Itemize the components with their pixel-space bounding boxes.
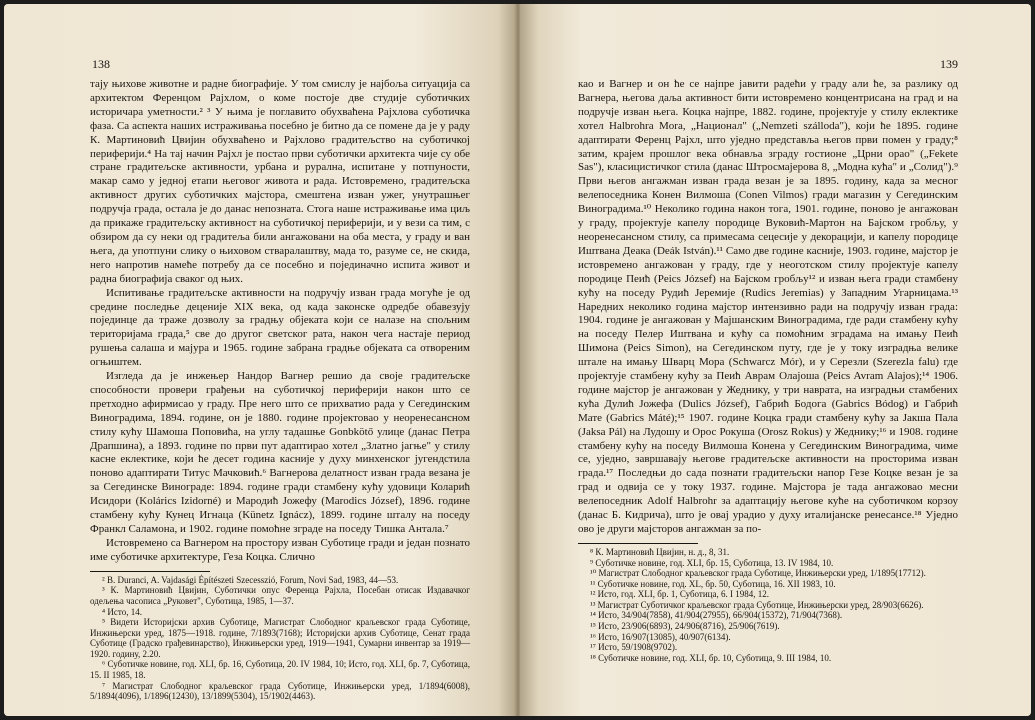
paragraph: Испитивање градитељске активности на подручју изван града могуће је од средине последње деценије XIX века, од када законске одредбе обавезују појединце да траже дозволу за градњу објеката који се налазе на спољним територијама града,⁵ све до другог светског рата, након чега настаје период рушења салаша и мајура и 1965. године забрана градње објеката са отвореним огњиштем. bbox=[90, 286, 470, 369]
footnote: ¹¹ Суботичке новине, год. XL, бр. 50, Суботица, 16. XII 1983, 10. bbox=[590, 578, 836, 589]
paragraph: Истовремено са Вагнером на простору изван Суботице гради и један познато име суботичке архитектуре, Геза Коцка. Слично bbox=[90, 536, 470, 563]
paragraph: тају њихове животне и радне биографије. У том смислу је најбоља ситуација са архитектом Ференцом Рајхлом, о коме постоје две студије суботичких историчара уметности.² ³ У њима је поглавито обухваћена Рајхлова суботичка фаза. Са аспекта наших истраживања посебно је битно да се помене да је у раду К. Мартиновић Цвијин обухваћено и Рајхлово градитељство на суботичкој периферији.⁴ На тај начин Рајхл је постао први суботички архитекта чије су обе стране градитељске активности, урбана и рурална, испитане у потпуности, макар само у једној етапи његовог живота и рада. Истовремено, градитељска активност других суботичких мајстора, смештена изван ужег, унутрашњег подручја града, остала је до данас непозната. Стога наше истраживање има циљ да прикаже градитељску активност на суботичкој периферији, и у вези са тим, с обзиром да су неки од градитеља били ангажовани на оба места, у граду и ван њега, да употпуни слику о њиховом стваралаштву, мада то, разуме се, не скида, него напротив намеће потребу да се посебно и појединачно испита живот и радна биографија сваког од њих. bbox=[90, 78, 470, 285]
footnotes bbox=[90, 575, 470, 702]
page-text-block bbox=[578, 78, 958, 663]
footnote: ³ К. Мартиновић Цвијин, Суботички опус Ференца Рајхла, Посебан отисак Издавачког одељења часописа „Руковет", Суботица, 1985, 1—37. bbox=[90, 585, 470, 606]
footnote: ¹⁷ Исто, 59/1908(9702). bbox=[590, 642, 678, 653]
page-curve-shadow bbox=[520, 4, 538, 716]
footnote-rule bbox=[90, 571, 210, 572]
paragraph: Изгледа да је инжењер Нандор Вагнер решио да своје градитељске способности провери грађењи на суботичкој периферији након што се претходно афирмисао у граду. Пре него што се прихватио рада у Сегединским Виноградима, 1894. године, он је 1880. године пројектовао у неоренесансном стилу кућу Шамоша Поповића, на углу тадашње Gonbkötő улице (данас Петра Драпшина), а 1893. године по први пут адаптирао хотел „Златно јагње" у стилу касне еклектике, који ће десет година касније у духу минхенског југендстила поново адаптирати Титус Мачковић.⁶ Вагнерова делатност изван града везана је за Сегединске Винограде: 1894. године гради стамбену кућу удовици Коларић Исидори (Kolárics Izidorné) и Мародић Јожефу (Marodics József), 1896. године стамбену кућу Кунец Игнаца (Künetz Ignácz), 1899. године шталу на поседу Франкл Саламона, и 1902. године помоћне зграде на поседу Тишка Антала.⁷ bbox=[90, 370, 470, 535]
page-number: 139 bbox=[940, 57, 958, 71]
book-spread bbox=[4, 4, 1031, 716]
left-page bbox=[4, 4, 516, 716]
footnote: ¹⁴ Исто, 34/904(7858), 41/904(27955), 66/904(15372), 71/904(7368). bbox=[590, 610, 843, 621]
footnote-rule bbox=[578, 543, 698, 544]
page-text-block bbox=[90, 78, 470, 702]
footnote: ⁷ Магистрат Слободног краљевског града Суботице, Инжињерски уред, 1/1894(6008), 5/1894(4096), 1/1896(12430), 13/1899(5304), 15/1902(4463). bbox=[90, 680, 470, 702]
footnote: ⁵ Видети Историјски архив Суботице, Магистрат Слободног краљевског града Суботице, Инжињерски уред, 1875—1918. године, 7/1893(7168); Историјски архив Суботице, Сенат града Суботице (Градско грађевинарство), Инжињерски уред, 1919—1941, Сумарни инвентар за 1919—1920. годину, 2.20. bbox=[90, 617, 470, 659]
footnote: ¹⁰ Магистрат Слободног краљевског града Суботице, Инжињерски уред, 1/1895(17712). bbox=[590, 568, 926, 579]
footnote: ⁶ Суботичке новине, год. XLI, бр. 16, Суботица, 20. IV 1984, 10; Исто, год. XLI, бр. 7, Суботица, 15. II 1985, 18. bbox=[90, 659, 470, 681]
footnotes bbox=[578, 547, 958, 664]
footnote: ¹⁶ Исто, 16/907(13085), 40/907(6134). bbox=[590, 631, 731, 642]
footnote: ⁴ Исто, 14. bbox=[102, 606, 142, 617]
footnote: ⁸ К. Мартиновић Цвијин, н. д., 8, 31. bbox=[590, 546, 730, 557]
footnote: ¹⁵ Исто, 23/906(6893), 24/906(8716), 25/906(7619). bbox=[590, 621, 780, 632]
page-number: 138 bbox=[92, 57, 110, 71]
paragraph: као и Вагнер и он ће се најпре јавити радећи у граду али ће, за разлику од Вагнера, његова даља активност бити истовремено концентрисана на град и на подручје изван њега. Коцка најпре, 1882. године, пројектује у стилу еклектике хотел Halbrohra Mora, „Национал" („Nemzeti szálloda"), који ће 1895. године адаптирати Ференц Рајхл, што уједно представља његов први помен у граду;⁸ затим, крајем прошлог века обнавља зграду гостионе „Црни орао" („Fekete Sas"), класицистичког стила (данас Штросмајерова 8, „Модна кућа" и „Солид").⁹ Први његов ангажман изван града везан је за 1895. годину, када за месног велепоседника Конен Вилмоша (Conen Vilmos) гради магазин у Сегединским Виноградима.¹⁰ Неколико година након тога, 1901. године, поново је ангажован у граду, пројектује капелу породице Вуковић-Мартон на Бајском гробљу, у неоренесансном стилу, са примесама сецесије у декорацији, и капелу породице Иштвана Деака (Deák István).¹¹ Само две године касније, 1903. године, мајстор је истовремено ангажован у граду, где у неоготском стилу пројектује капелу породице Пеић (Peics József) на Бајском гробљу¹² и изван њега гради стамбену кућу на поседу Рудић Јеремије (Rudics Jeremias) у Западним Угарницама.¹³ Наредних неколико година мајстор интензивно ради на подручју изван града: 1904. године је ангажован у Мајшанским Виноградима, где ради стамбену кућу на поседу Пелер Иштвана и кућу са помоћним зградама на имању Пеић Шимона (Peics Simon), на Сегединском путу, где је у току изградња велике штале на имању Шварц Мора (Schwarcz Mór), и у Серезли (Szerezla falu) где пројектује стамбену кућу за Пеић Аврам Олајоша (Peics Avram Alajos);¹⁴ 1906. године мајстор је ангажован у Жеднику, у три наврата, на изградњи стамбених кућа Дулић Јожефа (Dulics József), Габрић Бодога (Gabrics Bódog) и Габрић Мате (Gabrics Máté);¹⁵ 1907. године Коцка гради стамбену кућу за Јакша Пала (Jaksa Pál) на Лудошу и Орос Рокуша (Orosz Rokus) у Жеднику;¹⁶ и 1908. године стамбену кућу на поседу Вилмоша Конена у Сегединским Виноградима, чиме се, уједно, завршавају његове градитељске активности на просторима изван града.¹⁷ Последњи до сада познати градитељски напор Гезе Коцке везан је за град и одвија се у току 1937. године. Мајстора је тада ангажовао месни велепоседник Adolf Halbrohr за адаптацију његове куће на суботичком корзоу (данас Б. Кидрича), што је овај урадио у духу италијанске ренесансе.¹⁸ Уједно ово је други мајсторов ангажман за по- bbox=[578, 78, 958, 535]
footnote: ¹⁸ Суботичке новине, год. XLI, бр. 10, Суботица, 9. III 1984, 10. bbox=[590, 652, 832, 663]
footnote: ¹² Исто, год. XLI, бр. 1, Суботица, 6. I 1984, 12. bbox=[590, 589, 769, 600]
footnote: ⁹ Суботичке новине, год. XLI, бр. 15, Суботица, 13. IV 1984, 10. bbox=[590, 557, 834, 568]
body-text bbox=[90, 78, 470, 565]
body-text bbox=[578, 78, 958, 537]
footnote: ² B. Duranci, A. Vajdasági Építészeti Szecesszió, Forum, Novi Sad, 1983, 44—53. bbox=[102, 574, 399, 585]
right-page bbox=[520, 4, 1031, 716]
footnote: ¹³ Магистрат Суботичког краљевског града Суботице, Инжињерски уред, 28/903(6626). bbox=[590, 599, 924, 610]
